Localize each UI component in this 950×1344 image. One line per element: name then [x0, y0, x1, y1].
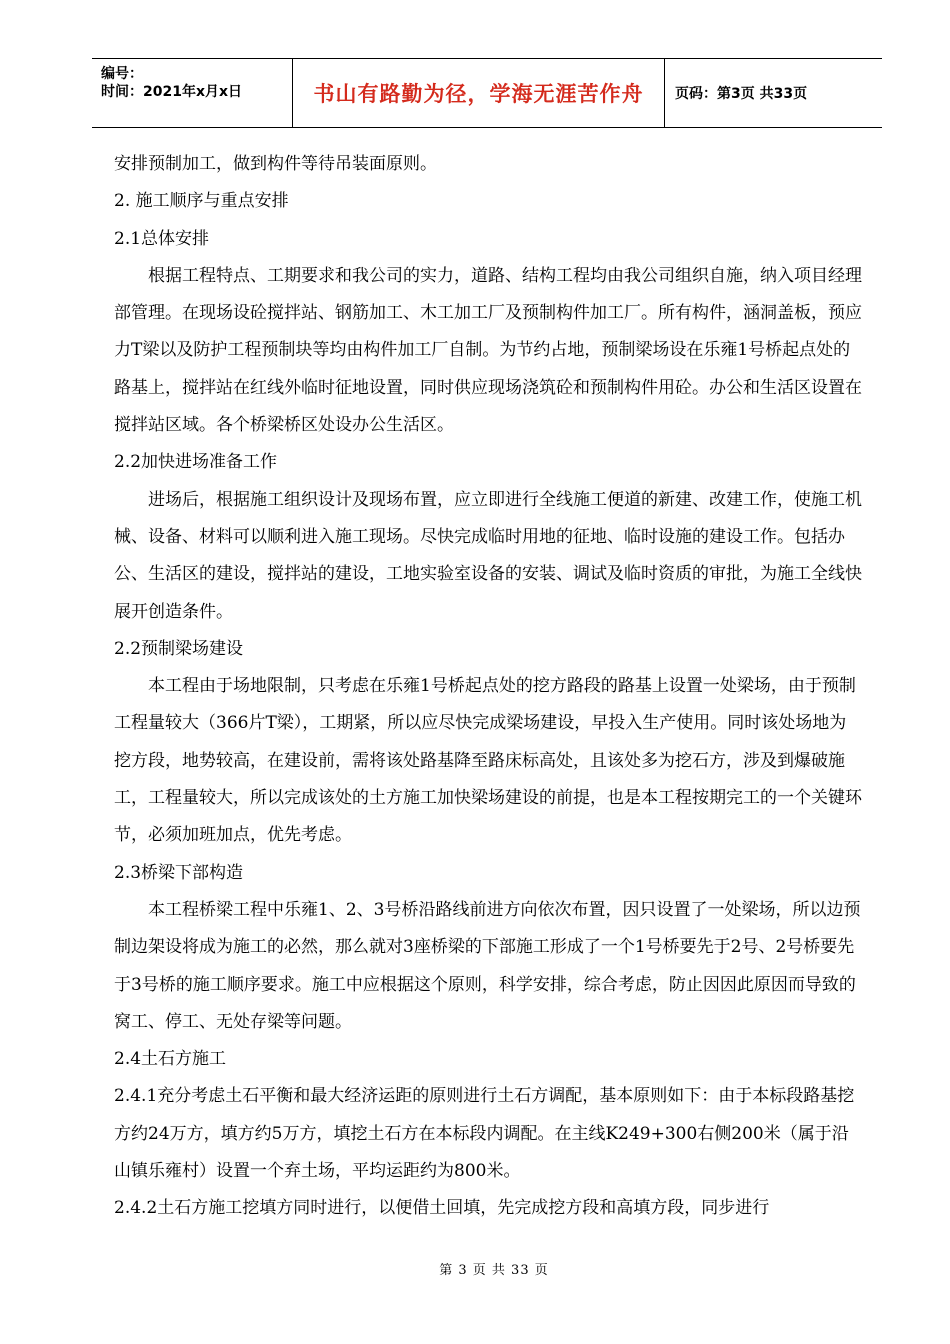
- page-footer: 第 3 页 共 33 页: [439, 1263, 549, 1278]
- section-heading: 2.2预制梁场建设: [114, 638, 244, 659]
- paragraph: 本工程由于场地限制，只考虑在乐雍1号桥起点处的挖方路段的路基上设置一处梁场，由于预制工程量较大（366片T梁），工期紧，所以应尽快完成梁场建设，早投入生产使用。同时该处场地为挖方段，地势较高，在建设前，需将该处路基降至路床标高处，且该处多为挖石方，涉及到爆破施工，工程量较大，所以完成该处的土方施工加快梁场建设的前提，也是本工程按期完工的一个关键环节，必须加班加点，优先考虑。: [114, 676, 862, 846]
- header-meta: [92, 59, 293, 127]
- section-heading: 2.2加快进场准备工作: [114, 452, 278, 473]
- paragraph: 进场后，根据施工组织设计及现场布置，应立即进行全线施工便道的新建、改建工作，使施工机械、设备、材料可以顺利进入施工现场。尽快完成临时用地的征地、临时设施的建设工作。包括办公、生活区的建设，搅拌站的建设，工地实验室设备的安装、调试及临时资质的审批，为施工全线快展开创造条件。: [114, 489, 862, 622]
- paragraph: 2.4.1充分考虑土石平衡和最大经济运距的原则进行土石方调配，基本原则如下：由于本标段路基挖方约24万方，填方约5万方，填挖土石方在本标段内调配。在主线K249+300右侧200米（属于沿山镇乐雍村）设置一个弃土场，平均运距约为800米。: [114, 1086, 855, 1182]
- section-heading: 2. 施工顺序与重点安排: [114, 191, 289, 212]
- page-header: [92, 58, 882, 128]
- document-number-label: 编号：: [101, 66, 143, 82]
- section-heading: 2.1总体安排: [114, 228, 210, 249]
- section-heading: 2.3桥梁下部构造: [114, 862, 244, 883]
- paragraph: 2.4.2土石方施工挖填方同时进行，以便借土回填，先完成挖方段和高填方段，同步进行: [114, 1198, 770, 1219]
- header-motto: 书山有路勤为径，学海无涯苦作舟: [293, 59, 665, 127]
- section-heading: 2.4土石方施工: [114, 1049, 227, 1070]
- header-page-info: 页码：第3页 共33页: [675, 86, 808, 102]
- paragraph: 安排预制加工，做到构件等待吊装面原则。: [114, 154, 437, 174]
- paragraph: 本工程桥梁工程中乐雍1、2、3号桥沿路线前进方向依次布置，因只设置了一处梁场，所以边预制边架设将成为施工的必然，那么就对3座桥梁的下部施工形成了一个1号桥要先于2号、2号桥要先于3号桥的施工顺序要求。施工中应根据这个原则，科学安排，综合考虑，防止因因此原因而导致的窝工、停工、无处存梁等问题。: [114, 899, 861, 1032]
- paragraph: 根据工程特点、工期要求和我公司的实力，道路、结构工程均由我公司组织自施，纳入项目经理部管理。在现场设砼搅拌站、钢筋加工、木工加工厂及预制构件加工厂。所有构件，涵洞盖板，预应力T梁以及防护工程预制块等均由构件加工厂自制。为节约占地，预制梁场设在乐雍1号桥起点处的路基上，搅拌站在红线外临时征地设置，同时供应现场浇筑砼和预制构件用砼。办公和生活区设置在搅拌站区域。各个桥梁桥区处设办公生活区。: [114, 265, 862, 436]
- document-date: 时间：2021年x月x日: [101, 84, 243, 100]
- document-body: [114, 146, 862, 1228]
